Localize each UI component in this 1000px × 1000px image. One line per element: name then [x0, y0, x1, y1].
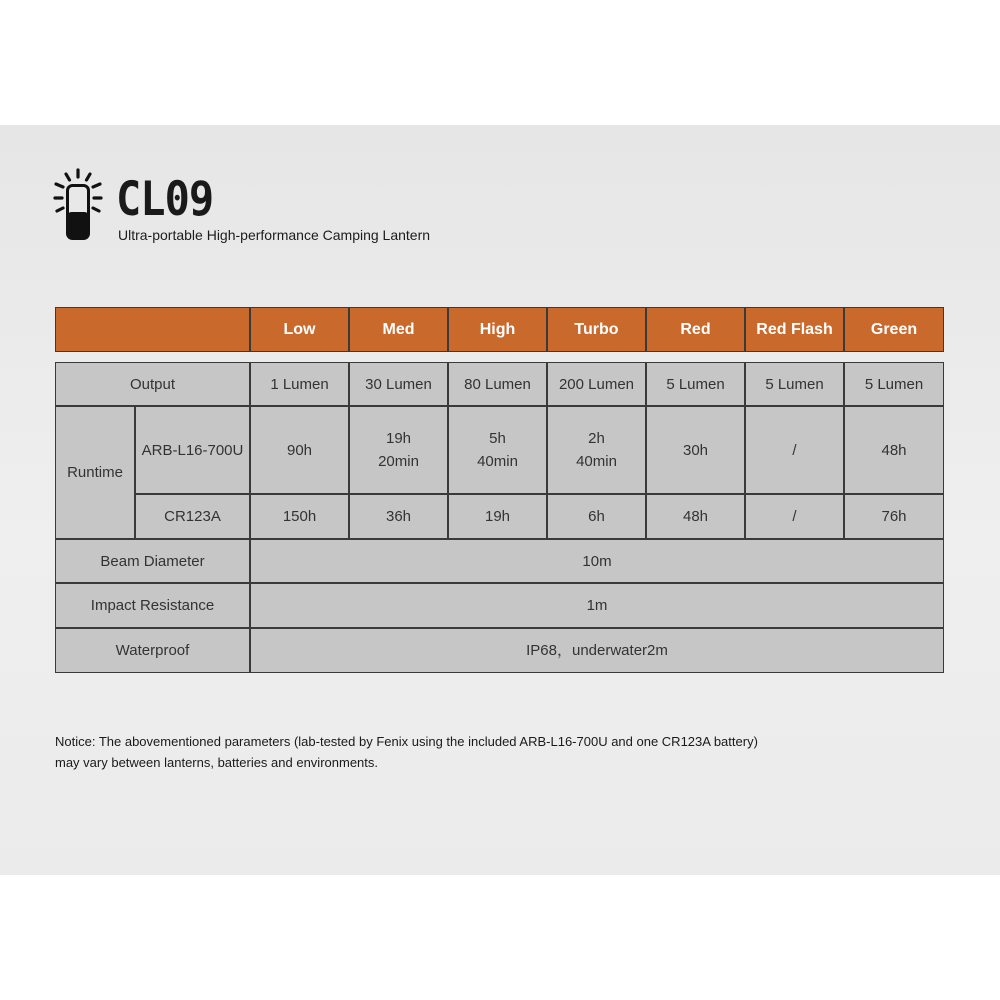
beam-diameter-label: Beam Diameter — [55, 539, 250, 583]
battery-label-arb: ARB-L16-700U — [135, 406, 250, 494]
impact-resistance-label: Impact Resistance — [55, 583, 250, 628]
output-cell: 200 Lumen — [547, 362, 646, 406]
runtime-cr123a-cell: 19h — [448, 494, 547, 539]
product-title: CL09 — [116, 171, 214, 227]
output-cell: 30 Lumen — [349, 362, 448, 406]
lantern-icon — [52, 168, 104, 242]
mode-header-4: Turbo — [547, 307, 646, 352]
runtime-arb-cell: 19h 20min — [349, 406, 448, 494]
mode-header-3: High — [448, 307, 547, 352]
mode-header-7: Green — [844, 307, 944, 352]
mode-header-5: Red — [646, 307, 745, 352]
header-corner — [55, 307, 250, 352]
output-cell: 5 Lumen — [745, 362, 844, 406]
mode-header-1: Low — [250, 307, 349, 352]
runtime-cr123a-cell: 150h — [250, 494, 349, 539]
output-cell: 80 Lumen — [448, 362, 547, 406]
output-cell: 5 Lumen — [844, 362, 944, 406]
product-subtitle: Ultra-portable High-performance Camping Lantern — [118, 227, 431, 243]
waterproof-value: IP68，underwater2m — [250, 628, 944, 673]
notice-line-1: Notice: The abovementioned parameters (lab-tested by Fenix using the included ARB-L16-700U and one CR123A battery) — [55, 734, 758, 749]
runtime-cr123a-cell: / — [745, 494, 844, 539]
notice-line-2: may vary between lanterns, batteries and environments. — [55, 755, 379, 770]
beam-diameter-value: 10m — [250, 539, 944, 583]
output-cell: 1 Lumen — [250, 362, 349, 406]
output-cell: 5 Lumen — [646, 362, 745, 406]
runtime-arb-cell: 30h — [646, 406, 745, 494]
runtime-arb-cell: 5h 40min — [448, 406, 547, 494]
output-label: Output — [55, 362, 250, 406]
runtime-cr123a-cell: 6h — [547, 494, 646, 539]
runtime-arb-cell: 90h — [250, 406, 349, 494]
runtime-cr123a-cell: 48h — [646, 494, 745, 539]
runtime-cr123a-cell: 76h — [844, 494, 944, 539]
runtime-label: Runtime — [55, 406, 135, 539]
runtime-arb-cell: 48h — [844, 406, 944, 494]
impact-resistance-value: 1m — [250, 583, 944, 628]
waterproof-label: Waterproof — [55, 628, 250, 673]
battery-label-cr123a: CR123A — [135, 494, 250, 539]
spec-table — [55, 307, 944, 673]
runtime-arb-cell: / — [745, 406, 844, 494]
runtime-arb-cell: 2h 40min — [547, 406, 646, 494]
mode-header-6: Red Flash — [745, 307, 844, 352]
runtime-cr123a-cell: 36h — [349, 494, 448, 539]
mode-header-2: Med — [349, 307, 448, 352]
notice-text — [55, 731, 935, 773]
